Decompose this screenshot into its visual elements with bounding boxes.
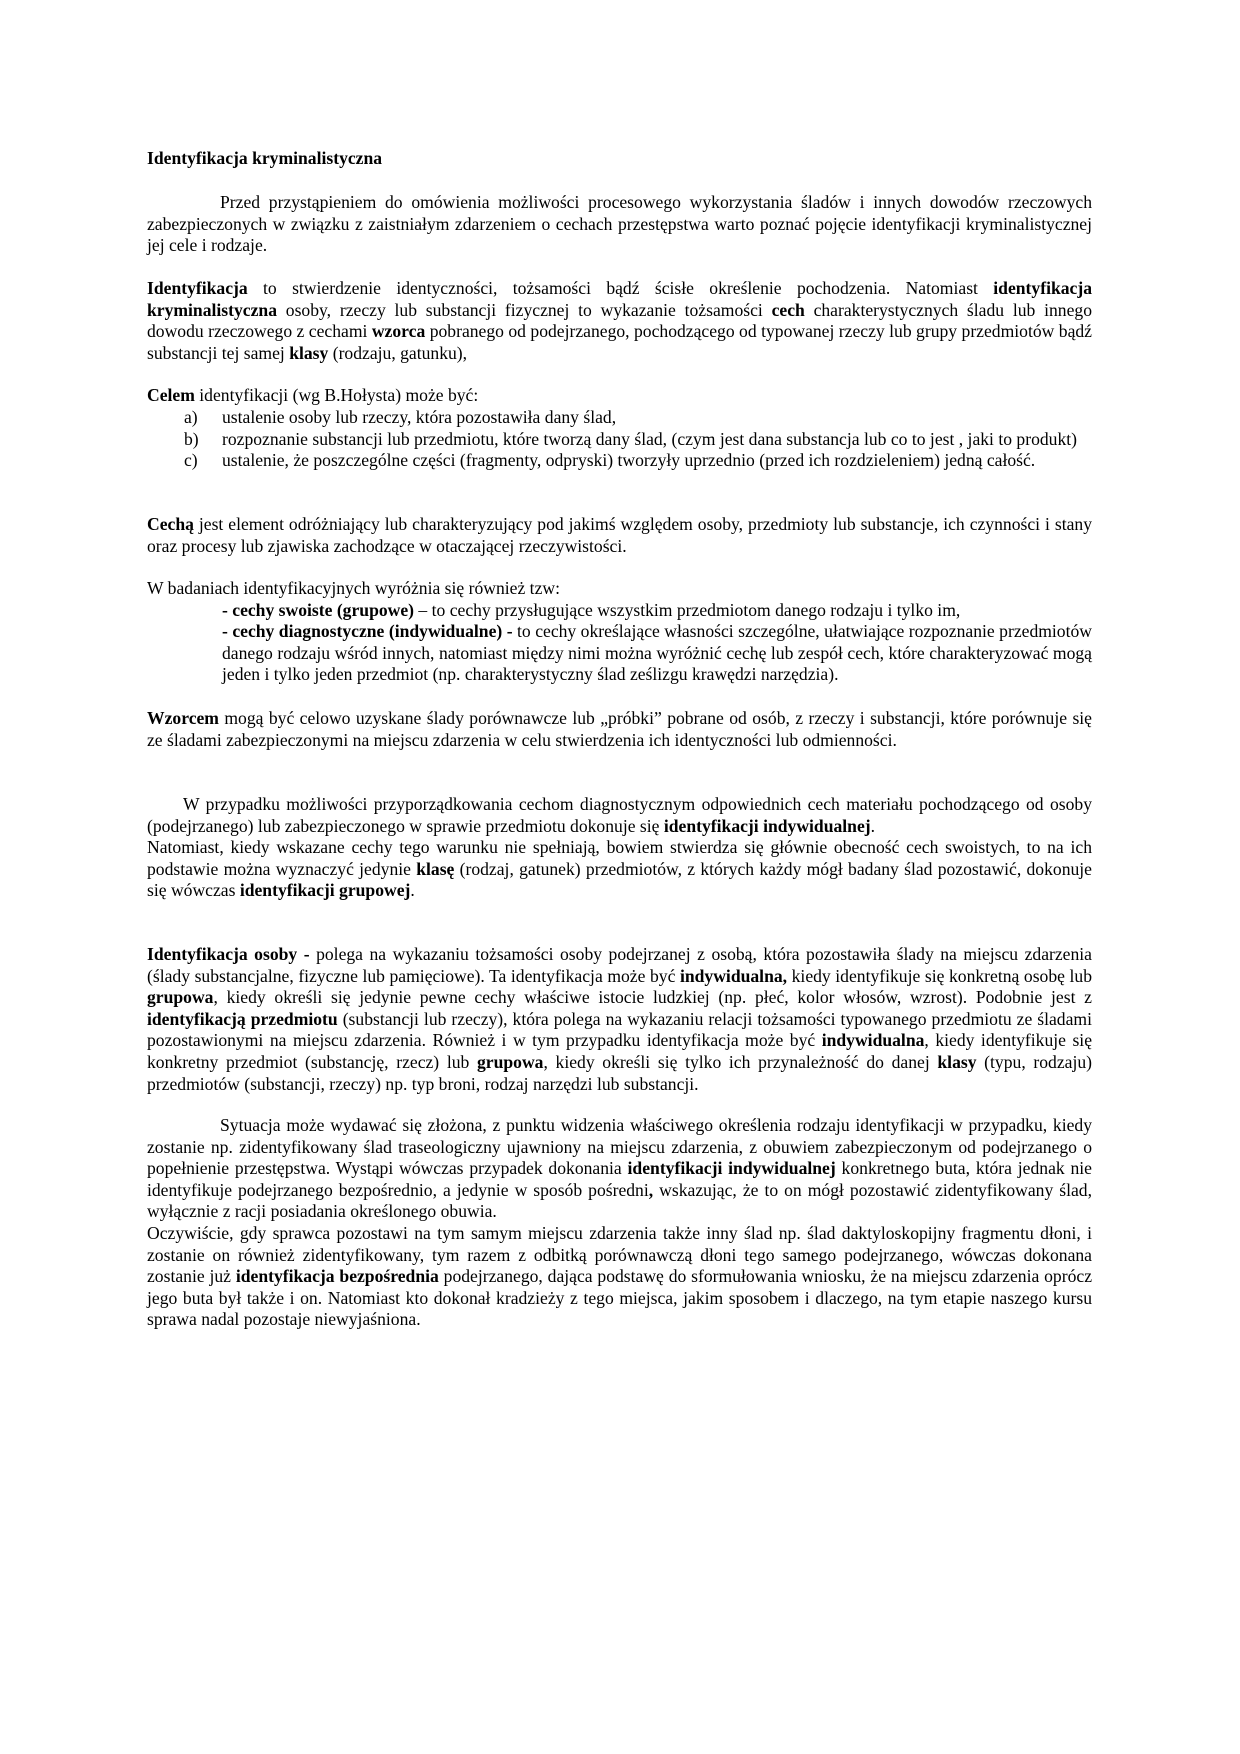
goals-list [147, 407, 1092, 472]
research-lead: W badaniach identyfikacyjnych wyróżnia się również tzw: [147, 578, 560, 598]
goals-lead: Celem identyfikacji (wg B.Hołysta) może być: [147, 385, 479, 405]
person-paragraph: Identyfikacja osoby - polega na wykazaniu tożsamości osoby podejrzanej z osobą, która pozostawiła ślady na miejscu zdarzenia (ślady substancjalne, fizyczne lub pamięciowe). Ta identyfikacja może być indywidualna, kiedy identyfikuje się konkretną osobę lub grupowa, kiedy określi się jedynie pewne cechy właściwe istocie ludzkiej (np. płeć, kolor włosów, wzrost). Podobnie jest z identyfikacją przedmiotu (substancji lub rzeczy), która polega na wykazaniu relacji tożsamości typowanego przedmiotu ze śladami pozostawionymi na miejscu zdarzenia. Również i w tym przypadku identyfikacja może być indywidualna, kiedy identyfikuje się konkretny przedmiot (substancję, rzecz) lub grupowa, kiedy określi się tylko ich przynależność do danej klasy (typu, rodzaju) przedmiotów (substancji, rzeczy) np. typ broni, rodzaj narzędzi lub substancji. [147, 944, 1093, 1094]
research-item-individual: - cechy diagnostyczne (indywidualne) - to cechy określające własności szczególne, ułatwiające rozpoznanie przedmiotów danego rodzaju wśród innych, natomiast między nimi można wyróżnić cechę lub zespół cech, które charakteryzować mogą jeden i tylko jeden przedmiot (np. charakterystyczny ślad ześlizgu krawędzi narzędzia). [222, 621, 1092, 685]
list-item: a) ustalenie osoby lub rzeczy, która pozostawiła dany ślad, [184, 407, 617, 427]
conclusion-paragraph: Oczywiście, gdy sprawca pozostawi na tym samym miejscu zdarzenia także inny ślad np. ślad daktyloskopijny fragmentu dłoni, i zostanie on również zidentyfikowany, tym razem z odbitką porównawczą dłoni tego samego podejrzanego, wówczas dokonana zostanie już identyfikacja bezpośrednia podejrzanego, dająca podstawę do sformułowania wniosku, że na miejscu zdarzenia oprócz jego buta był także i on. Natomiast kto dokonał kradzieży z tego miejsca, jakim sposobem i dlaczego, na tym etapie naszego kursu sprawa nadal pozostaje niewyjaśniona. [147, 1223, 1093, 1330]
intro-paragraph: Przed przystąpieniem do omówienia możliwości procesowego wykorzystania śladów i innych dowodów rzeczowych zabezpieczonych w związku z zaistniałym zdarzeniem o cechach przestępstwa warto poznać pojęcie identyfikacji kryminalistycznej jej cele i rodzaje. [147, 192, 1092, 256]
document-title: Identyfikacja kryminalistyczna [147, 148, 383, 168]
situation-paragraph: Sytuacja może wydawać się złożona, z punktu widzenia właściwego określenia rodzaju identyfikacji w przypadku, kiedy zostanie np. zidentyfikowany ślad traseologiczny ujawniony na miejscu zdarzenia, z obuwiem zabezpieczonym od podejrzanego o popełnienie przestępstwa. Wystąpi wówczas przypadek dokonania identyfikacji indywidualnej konkretnego buta, która jednak nie identyfikuje podejrzanego bezpośrednio, a jedynie w sposób pośredni, wskazując, że to on mógł pozostawić zidentyfikowany ślad, wyłącznie z racji posiadania określonego obuwia. [147, 1115, 1092, 1222]
individual-paragraph: W przypadku możliwości przyporządkowania cechom diagnostycznym odpowiednich cech materiału pochodzącego od osoby (podejrzanego) lub zabezpieczonego w sprawie przedmiotu dokonuje się identyfikacji indywidualnej. [147, 794, 1092, 836]
list-item: c) ustalenie, że poszczególne części (fragmenty, odpryski) tworzyły uprzednio (przed ich rozdzieleniem) jedną całość. [184, 450, 1036, 471]
feature-paragraph: Cechą jest element odróżniający lub charakteryzujący pod jakimś względem osoby, przedmioty lub substancje, ich czynności i stany oraz procesy lub zjawiska zachodzące w otaczającej rzeczywistości. [147, 514, 1092, 556]
research-item-group: - cechy swoiste (grupowe) – to cechy przysługujące wszystkim przedmiotom danego rodzaju i tylko im, [222, 600, 961, 620]
list-marker: a) [184, 407, 198, 427]
definition-paragraph: Identyfikacja to stwierdzenie identyczności, tożsamości bądź ścisłe określenie pochodzenia. Natomiast identyfikacja kryminalistyczna osoby, rzeczy lub substancji fizycznej to wykazanie tożsamości cech charakterystycznych śladu lub innego dowodu rzeczowego z cechami wzorca pobranego od podejrzanego, pochodzącego od typowanej rzeczy lub grupy przedmiotów bądź substancji tej samej klasy (rodzaju, gatunku), [147, 278, 1092, 363]
group-paragraph: Natomiast, kiedy wskazane cechy tego warunku nie spełniają, bowiem stwierdza się głównie obecność cech swoistych, to na ich podstawie można wyznaczyć jedynie klasę (rodzaj, gatunek) przedmiotów, z których każdy mógł badany ślad pozostawić, dokonuje się wówczas identyfikacji grupowej. [147, 837, 1092, 901]
pattern-paragraph: Wzorcem mogą być celowo uzyskane ślady porównawcze lub „próbki” pobrane od osób, z rzeczy i substancji, które porównuje się ze śladami zabezpieczonymi na miejscu zdarzenia w celu stwierdzenia ich identyczności lub odmienności. [147, 708, 1092, 750]
list-item: b) rozpoznanie substancji lub przedmiotu, które tworzą dany ślad, (czym jest dana substancja lub co to jest , jaki to produkt) [184, 428, 1078, 449]
list-marker: c) [184, 450, 198, 471]
list-marker: b) [184, 428, 199, 449]
